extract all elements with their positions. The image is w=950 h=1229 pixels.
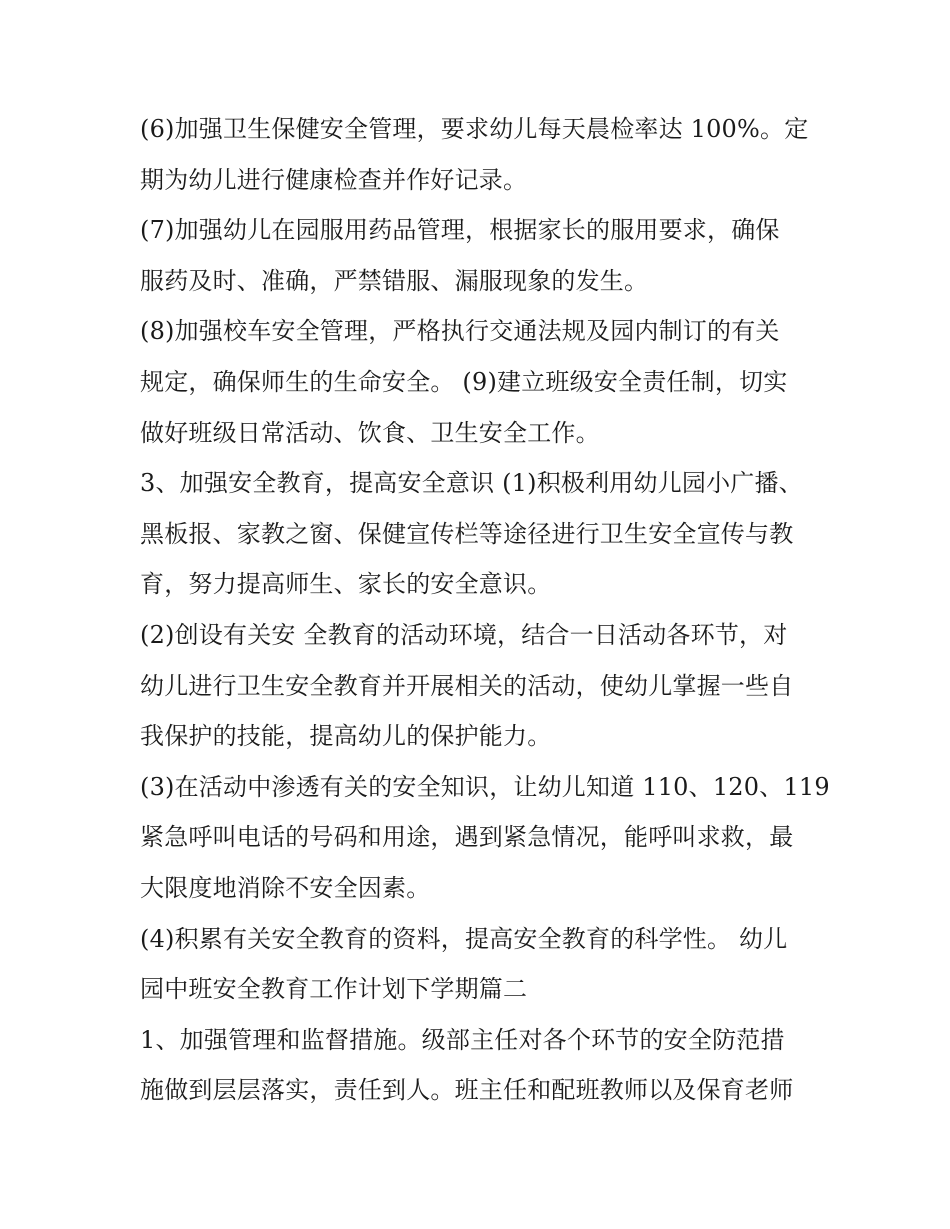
text-line: (8)加强校车安全管理，严格执行交通法规及园内制订的有关: [140, 317, 780, 346]
text-line: 黑板报、家教之窗、保健宣传栏等途径进行卫生安全宣传与教: [140, 519, 794, 548]
text-line: 规定，确保师生的生命安全。 (9)建立班级安全责任制，切实: [140, 367, 788, 396]
text-line: 期为幼儿进行健康检查并作好记录。: [140, 165, 528, 194]
text-line: (2)创设有关安 全教育的活动环境，结合一日活动各环节，对: [140, 620, 788, 649]
text-line: (4)积累有关安全教育的资料，提高安全教育的科学性。 幼儿: [140, 924, 788, 953]
text-line: (3)在活动中渗透有关的安全知识，让幼儿知道 110、120、119: [140, 772, 830, 801]
text-line: 幼儿进行卫生安全教育并开展相关的活动，使幼儿掌握一些自: [140, 671, 794, 700]
text-line: (6)加强卫生保健安全管理，要求幼儿每天晨检率达 100%。定: [140, 115, 809, 143]
text-line: 1、加强管理和监督措施。级部主任对各个环节的安全防范措: [140, 1025, 785, 1054]
text-line: 3、加强安全教育，提高安全意识 (1)积极利用幼儿园小广播、: [140, 469, 803, 498]
text-line: 服药及时、准确，严禁错服、漏服现象的发生。: [140, 266, 649, 295]
text-line: 施做到层层落实，责任到人。班主任和配班教师以及保育老师: [140, 1076, 794, 1105]
text-line: 我保护的技能，提高幼儿的保护能力。: [140, 722, 552, 751]
text-line: 紧急呼叫电话的号码和用途，遇到紧急情况，能呼叫求救，最: [140, 823, 794, 852]
text-line: 做好班级日常活动、饮食、卫生安全工作。: [140, 418, 600, 447]
text-line: 育，努力提高师生、家长的安全意识。: [140, 570, 552, 599]
text-line: (7)加强幼儿在园服用药品管理，根据家长的服用要求，确保: [140, 216, 780, 245]
text-line: 大限度地消除不安全因素。: [140, 873, 431, 902]
document-body: [140, 104, 830, 1116]
text-line: 园中班安全教育工作计划下学期篇二: [140, 975, 528, 1004]
